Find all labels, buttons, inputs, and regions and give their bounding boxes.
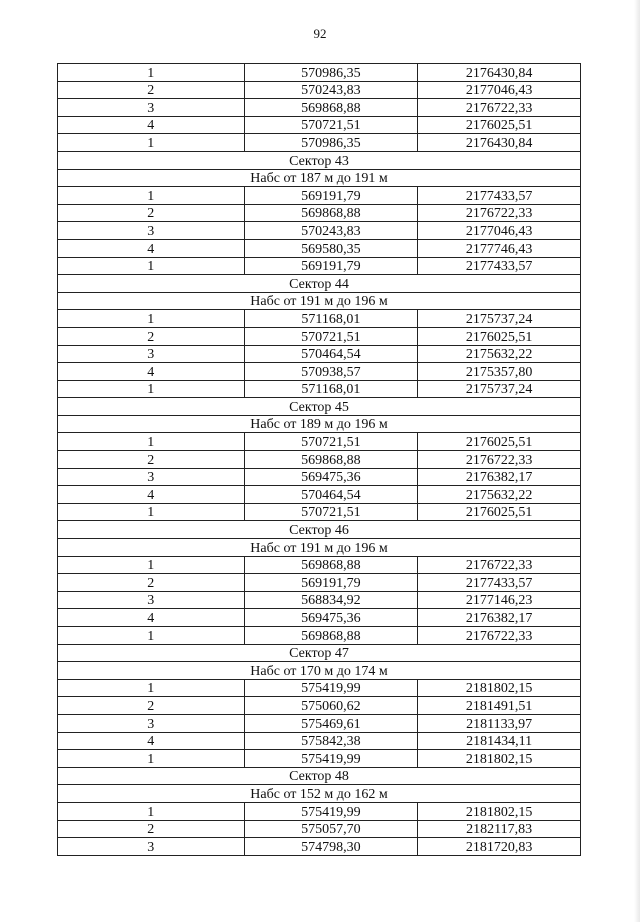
table-row: [58, 433, 581, 451]
table-section-header-row: [58, 169, 581, 187]
table-row: [58, 627, 581, 645]
y-coordinate-cell: 2176722,33: [418, 556, 581, 574]
x-coordinate-cell: 569868,88: [244, 556, 418, 574]
point-number-cell: 4: [58, 609, 245, 627]
table-section-header-row: [58, 415, 581, 433]
x-coordinate-cell: 569580,35: [244, 239, 418, 257]
x-coordinate-cell: 575469,61: [244, 714, 418, 732]
x-coordinate-cell: 575419,99: [244, 679, 418, 697]
x-coordinate-cell: 569868,88: [244, 451, 418, 469]
table-section-header-row: [58, 785, 581, 803]
point-number-cell: 1: [58, 679, 245, 697]
point-number-cell: 3: [58, 468, 245, 486]
table-section-header-row: [58, 644, 581, 662]
x-coordinate-cell: 575057,70: [244, 820, 418, 838]
x-coordinate-cell: 569475,36: [244, 468, 418, 486]
x-coordinate-cell: 569191,79: [244, 187, 418, 205]
point-number-cell: 1: [58, 64, 245, 82]
table-section-header-row: [58, 151, 581, 169]
section-header-cell: Набс от 191 м до 196 м: [58, 539, 581, 557]
y-coordinate-cell: 2176722,33: [418, 204, 581, 222]
y-coordinate-cell: 2181133,97: [418, 714, 581, 732]
point-number-cell: 2: [58, 697, 245, 715]
y-coordinate-cell: 2177433,57: [418, 574, 581, 592]
table-row: [58, 345, 581, 363]
point-number-cell: 4: [58, 239, 245, 257]
table-row: [58, 574, 581, 592]
y-coordinate-cell: 2176025,51: [418, 433, 581, 451]
x-coordinate-cell: 569868,88: [244, 627, 418, 645]
table-row: [58, 802, 581, 820]
x-coordinate-cell: 570986,35: [244, 64, 418, 82]
section-header-cell: Сектор 44: [58, 275, 581, 293]
section-header-cell: Набс от 152 м до 162 м: [58, 785, 581, 803]
y-coordinate-cell: 2176025,51: [418, 327, 581, 345]
table-row: [58, 257, 581, 275]
point-number-cell: 1: [58, 433, 245, 451]
section-header-cell: Сектор 47: [58, 644, 581, 662]
y-coordinate-cell: 2176722,33: [418, 451, 581, 469]
y-coordinate-cell: 2181720,83: [418, 838, 581, 856]
x-coordinate-cell: 569191,79: [244, 257, 418, 275]
table-row: [58, 732, 581, 750]
table-section-header-row: [58, 398, 581, 416]
x-coordinate-cell: 570721,51: [244, 116, 418, 134]
point-number-cell: 1: [58, 134, 245, 152]
x-coordinate-cell: 569868,88: [244, 204, 418, 222]
section-header-cell: Сектор 48: [58, 767, 581, 785]
table-section-header-row: [58, 275, 581, 293]
table-section-header-row: [58, 767, 581, 785]
y-coordinate-cell: 2177046,43: [418, 81, 581, 99]
table-section-header-row: [58, 292, 581, 310]
y-coordinate-cell: 2175737,24: [418, 310, 581, 328]
coordinates-table: [57, 63, 581, 856]
point-number-cell: 3: [58, 591, 245, 609]
point-number-cell: 3: [58, 99, 245, 117]
y-coordinate-cell: 2176382,17: [418, 609, 581, 627]
x-coordinate-cell: 570243,83: [244, 222, 418, 240]
point-number-cell: 2: [58, 81, 245, 99]
table-row: [58, 591, 581, 609]
page-number: 92: [313, 26, 327, 41]
scan-edge-shadow: [634, 0, 640, 922]
point-number-cell: 4: [58, 486, 245, 504]
table-row: [58, 81, 581, 99]
table-section-header-row: [58, 539, 581, 557]
point-number-cell: 2: [58, 451, 245, 469]
point-number-cell: 1: [58, 380, 245, 398]
y-coordinate-cell: 2176025,51: [418, 116, 581, 134]
y-coordinate-cell: 2176430,84: [418, 64, 581, 82]
x-coordinate-cell: 570986,35: [244, 134, 418, 152]
point-number-cell: 4: [58, 363, 245, 381]
table-row: [58, 556, 581, 574]
point-number-cell: 1: [58, 750, 245, 768]
table-row: [58, 609, 581, 627]
x-coordinate-cell: 568834,92: [244, 591, 418, 609]
section-header-cell: Набс от 191 м до 196 м: [58, 292, 581, 310]
coordinates-table-body: [58, 64, 581, 856]
y-coordinate-cell: 2177146,23: [418, 591, 581, 609]
table-row: [58, 714, 581, 732]
y-coordinate-cell: 2175632,22: [418, 486, 581, 504]
x-coordinate-cell: 569868,88: [244, 99, 418, 117]
y-coordinate-cell: 2182117,83: [418, 820, 581, 838]
point-number-cell: 1: [58, 556, 245, 574]
x-coordinate-cell: 575419,99: [244, 802, 418, 820]
table-section-header-row: [58, 662, 581, 680]
section-header-cell: Набс от 170 м до 174 м: [58, 662, 581, 680]
point-number-cell: 2: [58, 820, 245, 838]
x-coordinate-cell: 574798,30: [244, 838, 418, 856]
y-coordinate-cell: 2177046,43: [418, 222, 581, 240]
table-row: [58, 503, 581, 521]
x-coordinate-cell: 570721,51: [244, 327, 418, 345]
y-coordinate-cell: 2181802,15: [418, 750, 581, 768]
point-number-cell: 3: [58, 222, 245, 240]
x-coordinate-cell: 575060,62: [244, 697, 418, 715]
point-number-cell: 3: [58, 714, 245, 732]
section-header-cell: Сектор 43: [58, 151, 581, 169]
point-number-cell: 1: [58, 310, 245, 328]
point-number-cell: 3: [58, 838, 245, 856]
y-coordinate-cell: 2181491,51: [418, 697, 581, 715]
point-number-cell: 1: [58, 257, 245, 275]
y-coordinate-cell: 2177433,57: [418, 187, 581, 205]
point-number-cell: 2: [58, 204, 245, 222]
table-row: [58, 116, 581, 134]
table-row: [58, 451, 581, 469]
table-row: [58, 310, 581, 328]
section-header-cell: Сектор 46: [58, 521, 581, 539]
table-row: [58, 134, 581, 152]
y-coordinate-cell: 2175737,24: [418, 380, 581, 398]
y-coordinate-cell: 2175632,22: [418, 345, 581, 363]
section-header-cell: Сектор 45: [58, 398, 581, 416]
table-row: [58, 99, 581, 117]
table-row: [58, 679, 581, 697]
table-row: [58, 750, 581, 768]
table-row: [58, 187, 581, 205]
point-number-cell: 4: [58, 732, 245, 750]
point-number-cell: 2: [58, 327, 245, 345]
y-coordinate-cell: 2176025,51: [418, 503, 581, 521]
x-coordinate-cell: 571168,01: [244, 380, 418, 398]
section-header-cell: Набс от 187 м до 191 м: [58, 169, 581, 187]
point-number-cell: 1: [58, 187, 245, 205]
y-coordinate-cell: 2181434,11: [418, 732, 581, 750]
y-coordinate-cell: 2181802,15: [418, 679, 581, 697]
x-coordinate-cell: 575419,99: [244, 750, 418, 768]
x-coordinate-cell: 571168,01: [244, 310, 418, 328]
y-coordinate-cell: 2177433,57: [418, 257, 581, 275]
table-row: [58, 468, 581, 486]
x-coordinate-cell: 570721,51: [244, 503, 418, 521]
y-coordinate-cell: 2176722,33: [418, 99, 581, 117]
x-coordinate-cell: 570938,57: [244, 363, 418, 381]
x-coordinate-cell: 570464,54: [244, 486, 418, 504]
y-coordinate-cell: 2175357,80: [418, 363, 581, 381]
y-coordinate-cell: 2181802,15: [418, 802, 581, 820]
y-coordinate-cell: 2176382,17: [418, 468, 581, 486]
x-coordinate-cell: 569191,79: [244, 574, 418, 592]
x-coordinate-cell: 570243,83: [244, 81, 418, 99]
table-row: [58, 222, 581, 240]
table-section-header-row: [58, 521, 581, 539]
point-number-cell: 4: [58, 116, 245, 134]
table-row: [58, 204, 581, 222]
point-number-cell: 2: [58, 574, 245, 592]
point-number-cell: 1: [58, 802, 245, 820]
point-number-cell: 1: [58, 503, 245, 521]
y-coordinate-cell: 2176430,84: [418, 134, 581, 152]
table-row: [58, 327, 581, 345]
y-coordinate-cell: 2177746,43: [418, 239, 581, 257]
table-row: [58, 64, 581, 82]
table-row: [58, 697, 581, 715]
point-number-cell: 1: [58, 627, 245, 645]
y-coordinate-cell: 2176722,33: [418, 627, 581, 645]
table-row: [58, 486, 581, 504]
x-coordinate-cell: 570464,54: [244, 345, 418, 363]
table-row: [58, 838, 581, 856]
table-row: [58, 380, 581, 398]
table-row: [58, 239, 581, 257]
table-row: [58, 820, 581, 838]
section-header-cell: Набс от 189 м до 196 м: [58, 415, 581, 433]
x-coordinate-cell: 569475,36: [244, 609, 418, 627]
table-row: [58, 363, 581, 381]
x-coordinate-cell: 570721,51: [244, 433, 418, 451]
x-coordinate-cell: 575842,38: [244, 732, 418, 750]
point-number-cell: 3: [58, 345, 245, 363]
